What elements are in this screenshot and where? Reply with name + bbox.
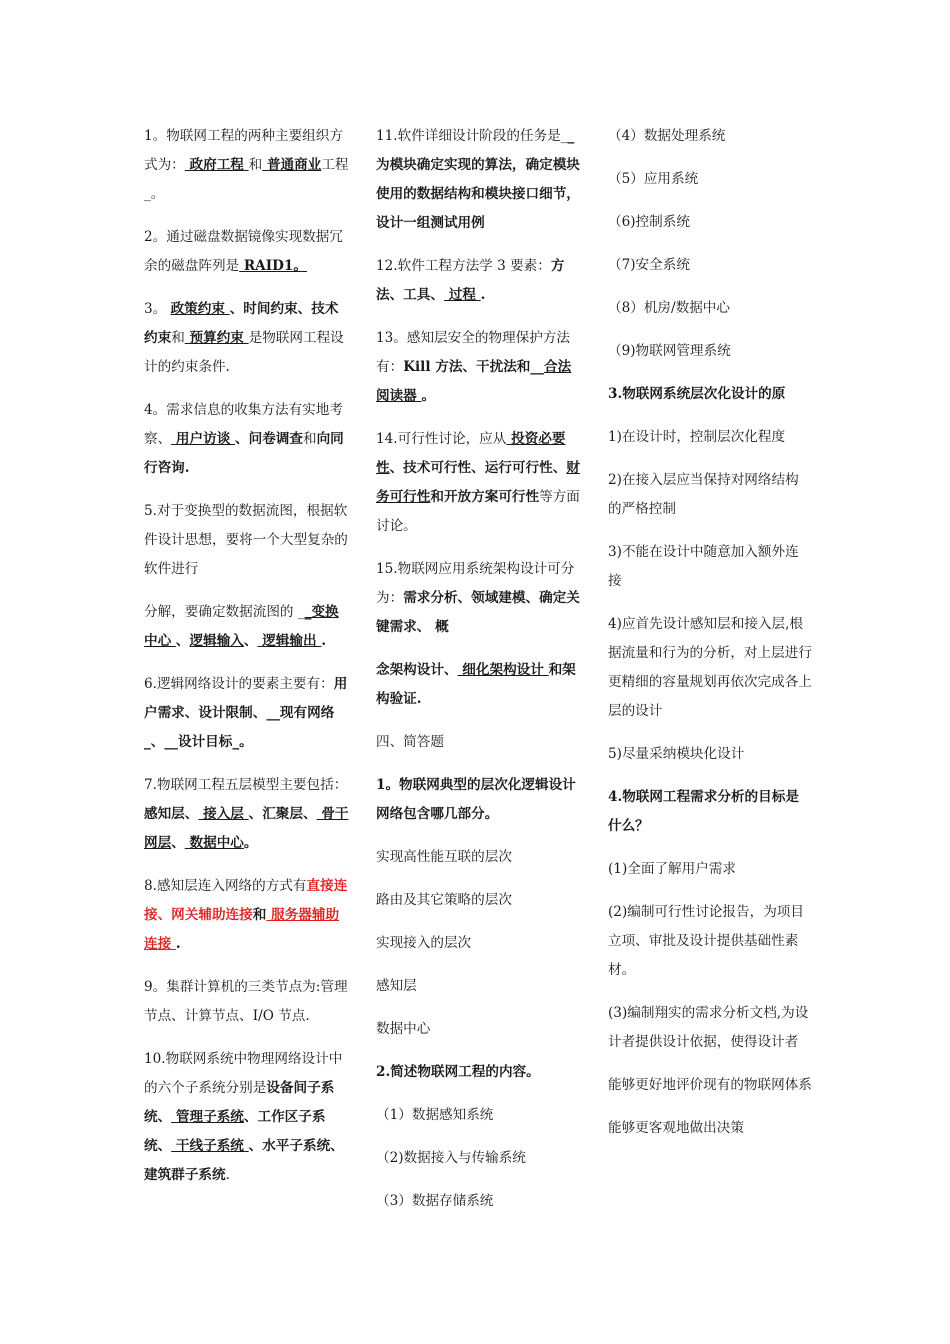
text-run: _为模块确定实现的算法，确定模块使用的数据结构和模块接口细节，设计一组测试用例 [376,128,580,231]
text-run: 7.物联网工程五层模型主要包括： [144,777,348,793]
text-run: 1)在设计时，控制层次化程度 [608,429,786,445]
text-run: 15.物联网应用系统架构设计可分为： [376,561,575,606]
text-run: 、技术可行性、运行可行性、 [389,460,567,476]
text-run: (3)编制翔实的需求分析文档,为设计者提供设计依据，使得设计者 [608,1005,809,1050]
text-run: 10.物联网系统中物理网络设计中的六个子系统分别是 [144,1051,343,1096]
text-run: 是物联网工程设计的约束条件. [144,330,344,375]
paragraph [608,423,812,452]
text-run: 、时间约束、技术约束 [144,301,339,346]
paragraph [608,294,812,323]
text-run: 财务可行性 [376,460,580,505]
text-run: 方法、工具、 [376,258,565,303]
text-run: 过程 [443,287,481,303]
paragraph [608,1114,812,1143]
paragraph [608,380,812,409]
text-run: 工程_。 [144,157,349,202]
text-run: 、 [184,806,199,822]
paragraph [376,886,582,915]
text-run: 6.逻辑网络设计的要素主要有： [144,676,334,692]
paragraph [376,1058,582,1087]
text-run: 感知层 [144,806,185,822]
text-run: 、 [157,1138,172,1154]
text-run: 实现高性能互联的层次 [376,849,512,865]
text-run: 逻辑输出 [257,633,322,649]
text-run: 11.软件详细设计阶段的任务是_ [376,128,568,144]
text-run: 合法阅读器 [376,359,572,404]
paragraph [144,497,350,584]
text-run: (1)全面了解用户需求 [608,861,737,877]
paragraph [376,1144,582,1173]
text-run: （4）数据处理系统 [608,128,726,144]
text-run: 干线子系统 [171,1138,249,1154]
text-run: （6)控制系统 [608,214,690,230]
text-run: . [321,633,327,649]
text-run: . [225,1167,230,1183]
paragraph [376,929,582,958]
paragraph [376,1101,582,1130]
paragraph [608,251,812,280]
text-run: 能够更好地评价现有的物联网体系 [608,1077,812,1093]
text-run: Kill 方法、干扰法和__ [403,359,544,375]
text-run: 、 [243,633,258,649]
text-run: 数据中心 [184,835,244,851]
text-run: . [480,287,486,303]
text-run: 8.感知层连入网络的方式有 [144,878,307,894]
text-run: . [175,936,181,952]
paragraph [608,740,812,769]
paragraph [608,337,812,366]
paragraph [608,1071,812,1100]
paragraph [144,872,350,959]
text-run: 路由及其它策略的层次 [376,892,512,908]
text-run: 3)不能在设计中随意加入额外连接 [608,544,799,589]
text-run: （5）应用系统 [608,171,699,187]
paragraph [376,972,582,1001]
paragraph [144,771,350,858]
text-run: 。 [421,388,436,404]
paragraph [608,538,812,596]
text-run: 12.软件工程方法学 3 要素： [376,258,551,274]
text-run: 。 [243,835,258,851]
paragraph [376,122,582,238]
text-run: 和开放方案可行性 [430,489,540,505]
paragraph [144,973,350,1031]
column-left [144,122,350,1204]
text-run: 、 [443,662,458,678]
text-run: 3.物联网系统层次化设计的原 [608,386,786,402]
text-run: （3）数据存储系统 [376,1193,494,1209]
text-run: 用户需求、设计限制、__现有网络_、__设计目标_。 [144,676,348,750]
text-run: 念架构设计 [376,662,444,678]
paragraph [376,656,582,714]
text-run: 数据中心 [376,1021,431,1037]
paragraph [376,843,582,872]
paragraph [376,728,582,757]
paragraph [608,999,812,1057]
text-run: 政府工程 [184,157,249,173]
paragraph [144,1045,350,1190]
text-run: 普通商业 [262,157,322,173]
text-run: （9)物联网管理系统 [608,343,731,359]
text-run: 直接连接、网关辅助连接 [144,878,348,923]
text-run: _变换中心 [144,604,339,649]
text-run: （2)数据接入与传输系统 [376,1150,526,1166]
text-run: 5.对于变换型的数据流图，根据软件设计思想，要将一个大型复杂的软件进行 [144,503,348,577]
text-run: 设备间子系统 [144,1080,335,1125]
text-run: 14.可行性讨论，应从 [376,431,507,447]
paragraph [608,610,812,726]
text-run: 分解，要确定数据流图的 _ [144,604,305,620]
text-run: 逻辑输入 [189,633,244,649]
text-run: 2.简述物联网工程的内容。 [376,1064,540,1080]
text-run: 4。需求信息的收集方法有实地考察、 [144,402,343,447]
text-run: 、水平子系统、建筑群子系统 [144,1138,344,1183]
paragraph [608,898,812,985]
paragraph [376,555,582,642]
text-run: 2。通过磁盘数据镜像实现数据冗余的磁盘阵列是 [144,229,343,274]
paragraph [144,223,350,281]
paragraph [144,598,350,656]
text-run: 和 [171,330,185,346]
text-run: 投资必要性 [376,431,566,476]
text-run: 3。 [144,301,171,317]
text-run: 、问卷调查 [235,431,303,447]
paragraph [608,783,812,841]
text-run: 、 [175,633,190,649]
text-run: 1。物联网工程的两种主要组织方式为： [144,128,343,173]
text-run: 接入层 [198,806,249,822]
paragraph [376,771,582,829]
text-run: 和 [248,157,263,173]
text-run: 9。集群计算机的三类节点为:管理节点、计算节点、I/O 节点. [144,979,348,1024]
paragraph [608,165,812,194]
paragraph [144,670,350,757]
text-run: （7)安全系统 [608,257,690,273]
text-run: 4.物联网工程需求分析的目标是什么？ [608,789,799,834]
text-run: RAID1。 [239,258,307,274]
text-run: 感知层 [376,978,417,994]
column-middle [376,122,582,1230]
text-run: 、工作区子系统 [144,1109,326,1154]
text-run: 、 [157,1109,172,1125]
text-run: 预算约束 [184,330,249,346]
text-run: 和 [303,431,317,447]
paragraph [144,295,350,382]
text-run: 需求分析、领域建模、确定关键需求、 概 [376,590,580,635]
paragraph [376,425,582,541]
column-right [608,122,812,1157]
paragraph [376,1187,582,1216]
text-run: （8）机房/数据中心 [608,300,730,316]
paragraph [144,122,350,209]
text-run: （1）数据感知系统 [376,1107,494,1123]
text-run: 向同行咨询. [144,431,344,476]
text-run: 和 [252,907,267,923]
text-run: 细化架构设计 [457,662,549,678]
text-run: 实现接入的层次 [376,935,472,951]
paragraph [608,208,812,237]
paragraph [376,324,582,411]
text-run: 2)在接入层应当保持对网络结构的严格控制 [608,472,799,517]
paragraph [376,252,582,310]
text-run: 、 [171,835,185,851]
paragraph [144,396,350,483]
paragraph [608,466,812,524]
text-run: 能够更客观地做出决策 [608,1120,744,1136]
text-run: 、汇聚层、 [248,806,317,822]
paragraph [608,122,812,151]
text-run: 管理子系统 [171,1109,244,1125]
text-run: 13。感知层安全的物理保护方法有： [376,330,571,375]
text-run: 1。物联网典型的层次化逻辑设计网络包含哪几部分。 [376,777,576,822]
text-run: 服务器辅助连接 [144,907,340,952]
paragraph [608,855,812,884]
text-run: 4)应首先设计感知层和接入层,根据流量和行为的分析，对上层进行更精细的容量规划再依次完成各上层的设计 [608,616,812,719]
text-run: 和架构验证. [376,662,576,707]
text-run: 等方面讨论。 [376,489,580,534]
text-run: 骨干网层 [144,806,349,851]
text-run: 5)尽量采纳模块化设计 [608,746,745,762]
text-run: 政策约束 [170,301,230,317]
paragraph [376,1015,582,1044]
text-run: 四、简答题 [376,734,444,750]
text-run: (2)编制可行性讨论报告，为项目立项、审批及设计提供基础性素材。 [608,904,804,978]
text-run: 用户访谈 [171,431,236,447]
